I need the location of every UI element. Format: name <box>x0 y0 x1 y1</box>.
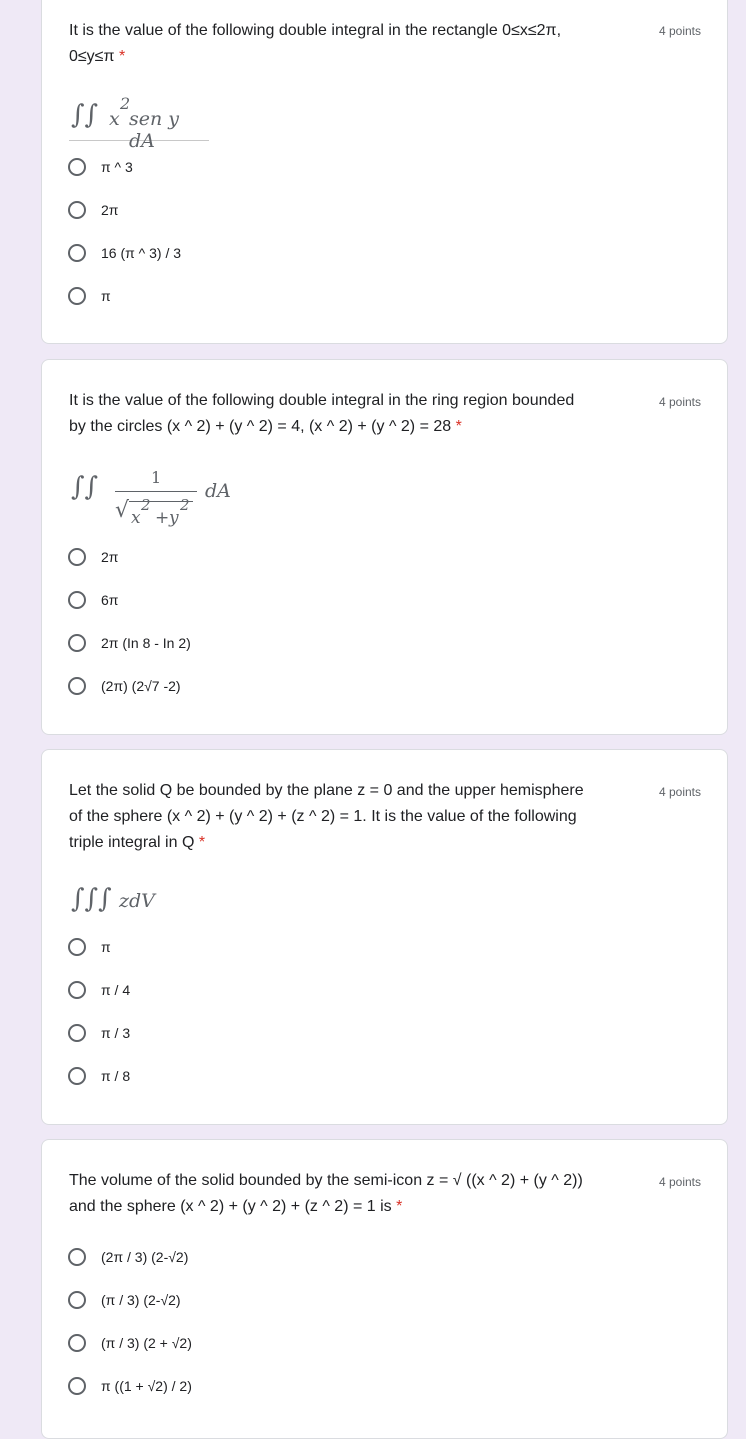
formula-body: zdV <box>119 890 155 912</box>
radio-button[interactable] <box>68 1334 86 1352</box>
option-3[interactable] <box>68 1331 192 1355</box>
formula-y: y <box>169 508 179 528</box>
question-card-1 <box>41 0 728 344</box>
option-label: π <box>101 939 111 955</box>
question-text-line: triple integral in Q <box>69 834 195 851</box>
radio-button[interactable] <box>68 201 86 219</box>
option-label: π / 4 <box>101 982 131 998</box>
option-label: π / 3 <box>101 1025 131 1041</box>
question-text-line: It is the value of the following double integral in the ring region bounded <box>69 392 575 409</box>
option-label: 2π <box>101 549 119 565</box>
option-3[interactable] <box>68 241 181 265</box>
formula-x: x <box>131 508 141 528</box>
question-card-4 <box>41 1139 728 1439</box>
radio-button[interactable] <box>68 591 86 609</box>
option-3[interactable] <box>68 631 191 655</box>
option-1[interactable] <box>68 935 111 959</box>
question-card-2 <box>41 359 728 735</box>
radio-button[interactable] <box>68 158 86 176</box>
option-label: π <box>101 288 111 304</box>
option-label: (π / 3) (2 + √2) <box>101 1335 192 1351</box>
option-label: 6π <box>101 592 119 608</box>
question-title <box>69 18 649 70</box>
square-root-sign: √ <box>115 498 130 523</box>
integral-sign: ∫∫ <box>71 472 99 502</box>
formula-plus: + <box>155 508 170 528</box>
required-asterisk: * <box>198 834 206 851</box>
question-card-3 <box>41 749 728 1125</box>
integral-sign: ∫∫ <box>71 100 99 130</box>
formula-image <box>69 464 239 534</box>
question-title <box>69 388 649 440</box>
radio-button[interactable] <box>68 1067 86 1085</box>
option-1[interactable] <box>68 1245 188 1269</box>
option-4[interactable] <box>68 1374 192 1398</box>
option-label: π ^ 3 <box>101 159 133 175</box>
radio-button[interactable] <box>68 1248 86 1266</box>
formula-x-exponent: 2 <box>141 496 151 514</box>
fraction-bar <box>115 491 197 492</box>
option-4[interactable] <box>68 1064 130 1088</box>
points-label: 4 points <box>658 1175 701 1189</box>
question-title <box>69 1168 649 1220</box>
formula-exponent: 2 <box>120 94 131 113</box>
formula-y-exponent: 2 <box>180 496 190 514</box>
radio-button[interactable] <box>68 1291 86 1309</box>
option-3[interactable] <box>68 1021 130 1045</box>
option-2[interactable] <box>68 1288 181 1312</box>
required-asterisk: * <box>396 1198 403 1215</box>
option-1[interactable] <box>68 545 118 569</box>
question-text-line: It is the value of the following double integral in the rectangle 0≤x≤2π, <box>69 22 562 39</box>
option-label: (2π) (2√7 -2) <box>101 678 181 694</box>
points-label: 4 points <box>658 785 701 799</box>
option-label: 2π (In 8 - In 2) <box>101 635 191 651</box>
integral-sign: ∫∫∫ <box>71 884 112 914</box>
question-text-line: The volume of the solid bounded by the semi-icon z = √ ((x ^ 2) + (y ^ 2)) <box>69 1172 583 1189</box>
formula-variable: x <box>109 108 120 130</box>
option-label: π ((1 + √2) / 2) <box>101 1378 192 1394</box>
points-label: 4 points <box>658 24 701 38</box>
question-text-line: of the sphere (x ^ 2) + (y ^ 2) + (z ^ 2) = 1. It is the value of the following <box>69 808 577 825</box>
option-label: π / 8 <box>101 1068 131 1084</box>
option-label: 16 (π ^ 3) / 3 <box>101 245 182 261</box>
radio-button[interactable] <box>68 548 86 566</box>
option-2[interactable] <box>68 978 130 1002</box>
option-label: (π / 3) (2-√2) <box>101 1292 181 1308</box>
radio-button[interactable] <box>68 1377 86 1395</box>
option-label: (2π / 3) (2-√2) <box>101 1249 189 1265</box>
option-2[interactable] <box>68 198 118 222</box>
option-4[interactable] <box>68 674 181 698</box>
radio-button[interactable] <box>68 244 86 262</box>
points-label: 4 points <box>658 395 701 409</box>
required-asterisk: * <box>118 48 126 65</box>
option-1[interactable] <box>68 155 133 179</box>
formula-image <box>69 882 189 922</box>
radio-button[interactable] <box>68 634 86 652</box>
option-4[interactable] <box>68 284 111 308</box>
option-2[interactable] <box>68 588 118 612</box>
required-asterisk: * <box>455 418 462 435</box>
question-text-line: 0≤y≤π <box>69 48 115 65</box>
question-text-line: and the sphere (x ^ 2) + (y ^ 2) + (z ^ 2) = 1 is <box>69 1198 392 1215</box>
question-text-line: Let the solid Q be bounded by the plane z = 0 and the upper hemisphere <box>69 782 584 799</box>
radio-button[interactable] <box>68 938 86 956</box>
radio-button[interactable] <box>68 287 86 305</box>
question-title <box>69 778 649 856</box>
radio-button[interactable] <box>68 677 86 695</box>
fraction-numerator: 1 <box>151 468 162 487</box>
formula-image <box>69 94 209 152</box>
formula-rest: sen y dA <box>129 108 180 152</box>
question-text-line: by the circles (x ^ 2) + (y ^ 2) = 4, (x ^ 2) + (y ^ 2) = 28 <box>69 418 452 435</box>
radio-button[interactable] <box>68 981 86 999</box>
radio-button[interactable] <box>68 1024 86 1042</box>
formula-da: dA <box>205 480 231 502</box>
option-label: 2π <box>101 202 119 218</box>
